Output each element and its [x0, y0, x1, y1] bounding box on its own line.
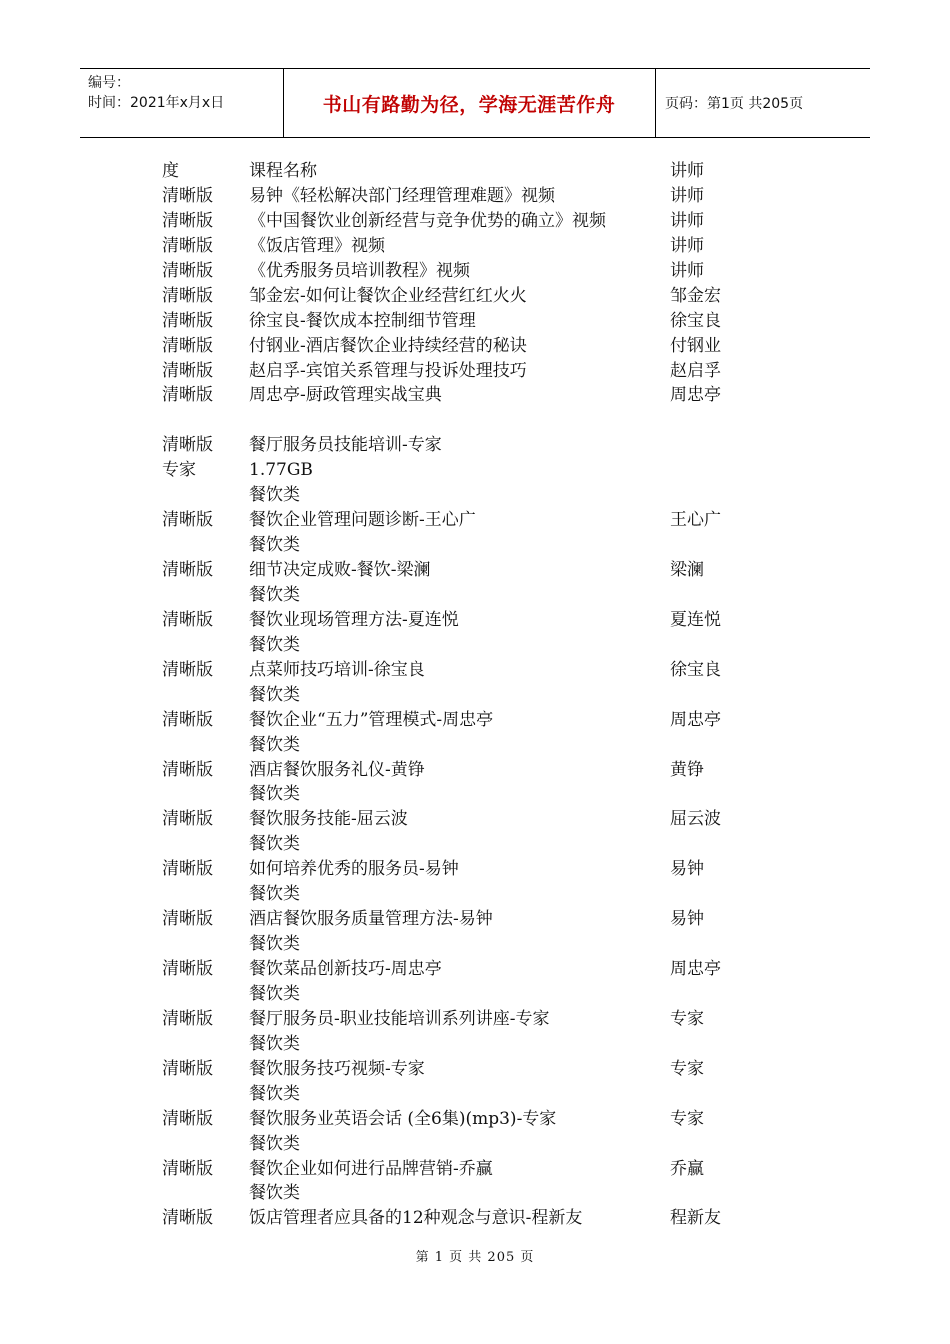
course-row: [162, 1157, 882, 1182]
course-row: [162, 1132, 882, 1157]
row-quality: 清晰版: [162, 285, 213, 306]
row-title: 细节决定成败-餐饮-梁澜: [249, 560, 431, 580]
row-quality: 清晰版: [162, 335, 213, 356]
course-row: [162, 184, 882, 209]
course-row: [162, 1082, 882, 1107]
course-row: [162, 758, 882, 783]
row-lecturer: 邹金宏: [670, 285, 721, 306]
course-row: [162, 433, 882, 458]
course-row: [162, 558, 882, 583]
course-row: [162, 159, 882, 184]
header-page-info: 页码：第1页 共205页: [665, 96, 804, 112]
row-title: 餐饮类: [249, 1133, 300, 1154]
row-lecturer: 周忠亭: [670, 385, 721, 406]
row-quality: 清晰版: [162, 1208, 213, 1229]
row-lecturer: 梁澜: [670, 560, 704, 580]
row-lecturer: 讲师: [670, 161, 704, 181]
row-quality: 清晰版: [162, 310, 213, 331]
row-title: 餐饮类: [249, 684, 300, 705]
row-quality: 清晰版: [162, 1108, 213, 1129]
row-quality: 清晰版: [162, 360, 213, 381]
course-row: [162, 1032, 882, 1057]
row-quality: 清晰版: [162, 210, 213, 231]
row-quality: 清晰版: [162, 1008, 213, 1029]
row-title: 餐饮类: [249, 734, 300, 755]
row-title: 餐饮类: [249, 1033, 300, 1054]
row-title: 餐饮企业管理问题诊断-王心广: [249, 510, 476, 531]
course-row: [162, 633, 882, 658]
course-row: [162, 932, 882, 957]
row-title: 酒店餐饮服务质量管理方法-易钟: [249, 909, 493, 930]
row-title: 餐饮类: [249, 784, 300, 805]
course-row: [162, 658, 882, 683]
row-quality: 清晰版: [162, 510, 213, 531]
row-title: 徐宝良-餐饮成本控制细节管理: [249, 310, 476, 331]
row-lecturer: 乔赢: [670, 1158, 704, 1179]
row-title: 餐饮服务技能-屈云波: [249, 809, 408, 830]
course-row: [162, 359, 882, 384]
row-title: 餐饮类: [249, 1083, 300, 1104]
row-quality: 度: [162, 161, 179, 181]
row-quality: 清晰版: [162, 809, 213, 830]
row-lecturer: 徐宝良: [670, 659, 721, 680]
course-row: [162, 1057, 882, 1082]
row-title: 餐饮类: [249, 485, 300, 506]
row-lecturer: 赵启孚: [670, 360, 721, 381]
row-lecturer: 专家: [670, 1058, 704, 1079]
row-title: 餐饮类: [249, 983, 300, 1004]
row-title: 餐厅服务员技能培训-专家: [249, 435, 442, 456]
course-row: [162, 209, 882, 234]
row-lecturer: 易钟: [670, 909, 704, 930]
row-lecturer: 屈云波: [670, 809, 721, 830]
course-row: [162, 483, 882, 508]
row-title: 餐饮类: [249, 584, 300, 605]
course-row: [162, 508, 882, 533]
row-title: 餐饮服务业英语会话 (全6集)(mp3)-专家: [249, 1108, 557, 1129]
row-title: 餐饮企业“五力”管理模式-周忠亭: [249, 709, 494, 730]
row-title: 周忠亭-厨政管理实战宝典: [249, 385, 442, 406]
row-lecturer: 讲师: [670, 260, 704, 281]
row-title: 餐饮类: [249, 1183, 300, 1204]
row-quality: 清晰版: [162, 435, 213, 456]
course-row: [162, 857, 882, 882]
row-title: 1.77GB: [249, 460, 313, 481]
row-lecturer: 付钢业: [670, 335, 721, 356]
header-meta: [88, 73, 284, 113]
row-quality: 清晰版: [162, 709, 213, 730]
row-quality: 清晰版: [162, 609, 213, 630]
course-row: [162, 259, 882, 284]
course-row: [162, 807, 882, 832]
header-motto: 书山有路勤为径，学海无涯苦作舟: [322, 93, 616, 116]
row-lecturer: 王心广: [670, 510, 721, 531]
row-title: 邹金宏-如何让餐饮企业经营红红火火: [249, 285, 527, 306]
page-header: [80, 68, 870, 138]
row-title: 餐饮类: [249, 634, 300, 655]
row-quality: 清晰版: [162, 659, 213, 680]
course-row: [162, 957, 882, 982]
row-title: 易钟《轻松解决部门经理管理难题》视频: [249, 185, 555, 206]
row-title: 餐饮服务技巧视频-专家: [249, 1058, 425, 1079]
row-title: 饭店管理者应具备的12种观念与意识-程新友: [249, 1208, 583, 1229]
row-lecturer: 讲师: [670, 235, 704, 256]
course-row: [162, 1007, 882, 1032]
row-title: 《中国餐饮业创新经营与竞争优势的确立》视频: [249, 210, 606, 231]
row-quality: 专家: [162, 460, 196, 481]
course-row: [162, 383, 882, 408]
row-lecturer: 周忠亭: [670, 959, 721, 979]
row-title: 课程名称: [249, 161, 317, 181]
header-divider: [655, 69, 656, 137]
row-quality: 清晰版: [162, 859, 213, 880]
course-row: [162, 733, 882, 758]
row-quality: 清晰版: [162, 560, 213, 580]
row-quality: 清晰版: [162, 1058, 213, 1079]
course-row: [162, 683, 882, 708]
row-title: 餐厅服务员-职业技能培训系列讲座-专家: [249, 1008, 550, 1029]
row-quality: 清晰版: [162, 385, 213, 406]
row-lecturer: 易钟: [670, 859, 704, 880]
row-lecturer: 专家: [670, 1008, 704, 1029]
row-quality: 清晰版: [162, 260, 213, 281]
course-row: [162, 458, 882, 483]
row-quality: 清晰版: [162, 959, 213, 979]
row-title: 《优秀服务员培训教程》视频: [249, 260, 470, 281]
row-title: 餐饮企业如何进行品牌营销-乔赢: [249, 1158, 493, 1179]
row-title: 餐饮类: [249, 884, 300, 905]
course-row: [162, 832, 882, 857]
row-title: 赵启孚-宾馆关系管理与投诉处理技巧: [249, 360, 527, 381]
row-quality: 清晰版: [162, 909, 213, 930]
row-title: 餐饮类: [249, 535, 300, 556]
course-row: [162, 334, 882, 359]
row-title: 餐饮类: [249, 934, 300, 955]
number-label: 编号：: [88, 75, 130, 91]
row-lecturer: 周忠亭: [670, 709, 721, 730]
row-lecturer: 讲师: [670, 185, 704, 206]
course-row: [162, 1206, 882, 1231]
row-quality: 清晰版: [162, 185, 213, 206]
course-row: [162, 1107, 882, 1132]
row-title: 付钢业-酒店餐饮企业持续经营的秘诀: [249, 335, 527, 356]
course-row: [162, 533, 882, 558]
course-row: [162, 234, 882, 259]
row-lecturer: 黄铮: [670, 759, 704, 780]
row-lecturer: 专家: [670, 1108, 704, 1129]
row-title: 餐饮业现场管理方法-夏连悦: [249, 609, 459, 630]
course-row: [162, 982, 882, 1007]
row-title: 点菜师技巧培训-徐宝良: [249, 659, 425, 680]
row-lecturer: 夏连悦: [670, 609, 721, 630]
course-row: [162, 882, 882, 907]
course-row: [162, 1181, 882, 1206]
row-title: 《饭店管理》视频: [249, 235, 385, 256]
row-quality: 清晰版: [162, 759, 213, 780]
row-title: 餐饮菜品创新技巧-周忠亭: [249, 959, 442, 979]
time-label: 时间：2021年x月x日: [88, 95, 225, 111]
row-title: 餐饮类: [249, 834, 300, 855]
row-title: 酒店餐饮服务礼仪-黄铮: [249, 759, 425, 780]
course-row: [162, 708, 882, 733]
course-row: [162, 782, 882, 807]
row-lecturer: 徐宝良: [670, 310, 721, 331]
course-row: [162, 284, 882, 309]
row-title: 如何培养优秀的服务员-易钟: [249, 859, 459, 880]
page-footer: 第 1 页 共 205 页: [415, 1250, 535, 1265]
course-row: [162, 309, 882, 334]
row-lecturer: 程新友: [670, 1208, 721, 1229]
course-row: [162, 907, 882, 932]
course-row: [162, 608, 882, 633]
row-quality: 清晰版: [162, 1158, 213, 1179]
row-lecturer: 讲师: [670, 210, 704, 231]
course-row: [162, 583, 882, 608]
course-row: [162, 408, 882, 433]
row-quality: 清晰版: [162, 235, 213, 256]
course-list: [162, 159, 882, 1231]
